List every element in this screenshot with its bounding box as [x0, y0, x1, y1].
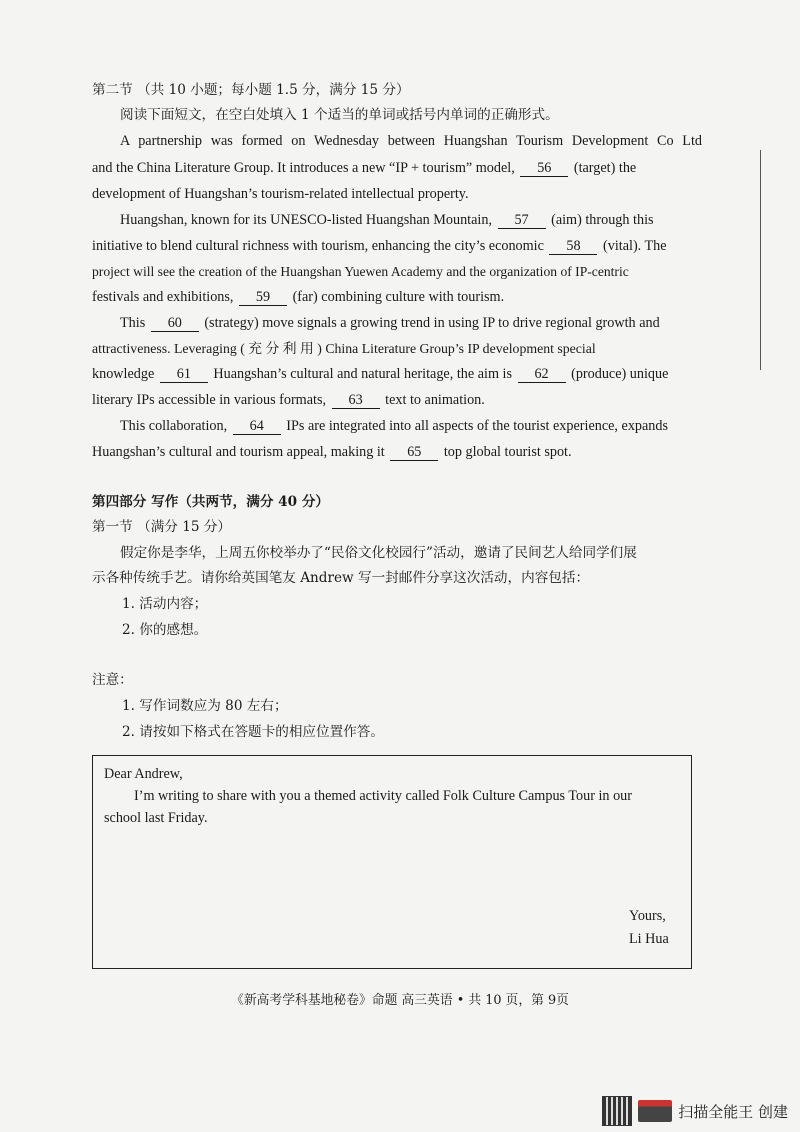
passage-line: literary IPs accessible in various formats, 63 text to animation.: [92, 392, 485, 408]
blank-59[interactable]: 59: [239, 290, 287, 306]
letter-signature: Li Hua: [629, 931, 669, 947]
note-item-2: 2. 请按如下格式在答题卡的相应位置作答。: [122, 724, 384, 740]
passage-line: A partnership was formed on Wednesday between Huangshan Tourism Development Co Ltd: [120, 133, 702, 149]
content-item-1: 1. 活动内容；: [122, 596, 208, 612]
note-title: 注意：: [92, 672, 133, 688]
writing-prompt-line: 示各种传统手艺。请你给英国笔友 Andrew 写一封邮件分享这次活动，内容包括：: [92, 570, 590, 586]
scanner-label: 扫描全能王 创建: [678, 1102, 788, 1121]
blank-63[interactable]: 63: [332, 393, 380, 409]
passage-line: development of Huangshan’s tourism-related intellectual property.: [92, 186, 469, 202]
part4-subheader: 第一节 （满分 15 分）: [92, 519, 232, 535]
passage-line: project will see the creation of the Huangshan Yuewen Academy and the organization of IP-centric: [92, 264, 629, 279]
blank-64[interactable]: 64: [233, 419, 281, 435]
content-item-2: 2. 你的感想。: [122, 622, 208, 638]
passage-line: and the China Literature Group. It introduces a new “IP + tourism” model, 56 (target) the: [92, 160, 637, 176]
blank-62[interactable]: 62: [518, 367, 566, 383]
passage-line: This 60 (strategy) move signals a growing trend in using IP to drive regional growth and: [120, 315, 660, 331]
blank-56[interactable]: 56: [520, 161, 568, 177]
passage-line: festivals and exhibitions, 59 (far) combining culture with tourism.: [92, 289, 505, 305]
passage-line: Huangshan, known for its UNESCO-listed Huangshan Mountain, 57 (aim) through this: [120, 212, 654, 228]
letter-greeting: Dear Andrew,: [104, 766, 183, 782]
scan-edge-line: [760, 150, 761, 370]
passage-line: Huangshan’s cultural and tourism appeal, making it 65 top global tourist spot.: [92, 444, 572, 460]
passage-line: attractiveness. Leveraging ( 充 分 利 用 ) China Literature Group’s IP development special: [92, 341, 596, 356]
blank-58[interactable]: 58: [549, 239, 597, 255]
blank-65[interactable]: 65: [390, 445, 438, 461]
scanner-watermark: [602, 1096, 788, 1126]
section-header: 第二节 （共 10 小题；每小题 1.5 分，满分 15 分）: [92, 82, 410, 98]
camscanner-logo-icon: [638, 1100, 672, 1122]
blank-61[interactable]: 61: [160, 367, 208, 383]
passage-line: This collaboration, 64 IPs are integrated into all aspects of the tourist experience, expands: [120, 418, 669, 434]
blank-60[interactable]: 60: [151, 316, 199, 332]
note-item-1: 1. 写作词数应为 80 左右；: [122, 698, 288, 714]
blank-57[interactable]: 57: [498, 213, 546, 229]
passage-line: initiative to blend cultural richness with tourism, enhancing the city’s economic 58 (vital). The: [92, 238, 667, 254]
section-instruction: 阅读下面短文，在空白处填入 1 个适当的单词或括号内单词的正确形式。: [120, 107, 559, 123]
letter-body-line: I’m writing to share with you a themed activity called Folk Culture Campus Tour in our: [134, 788, 632, 804]
letter-closing: Yours,: [629, 908, 666, 924]
writing-prompt-line: 假定你是李华，上周五你校举办了“民俗文化校园行”活动，邀请了民间艺人给同学们展: [120, 545, 637, 561]
passage-line: knowledge 61 Huangshan’s cultural and natural heritage, the aim is 62 (produce) unique: [92, 366, 669, 382]
qr-code-icon: [602, 1096, 632, 1126]
part4-header: 第四部分 写作（共两节，满分 40 分）: [92, 494, 330, 510]
letter-body-line: school last Friday.: [104, 810, 208, 826]
page-footer: 《新高考学科基地秘卷》命题 高三英语 • 共 10 页，第 9页: [231, 993, 569, 1008]
